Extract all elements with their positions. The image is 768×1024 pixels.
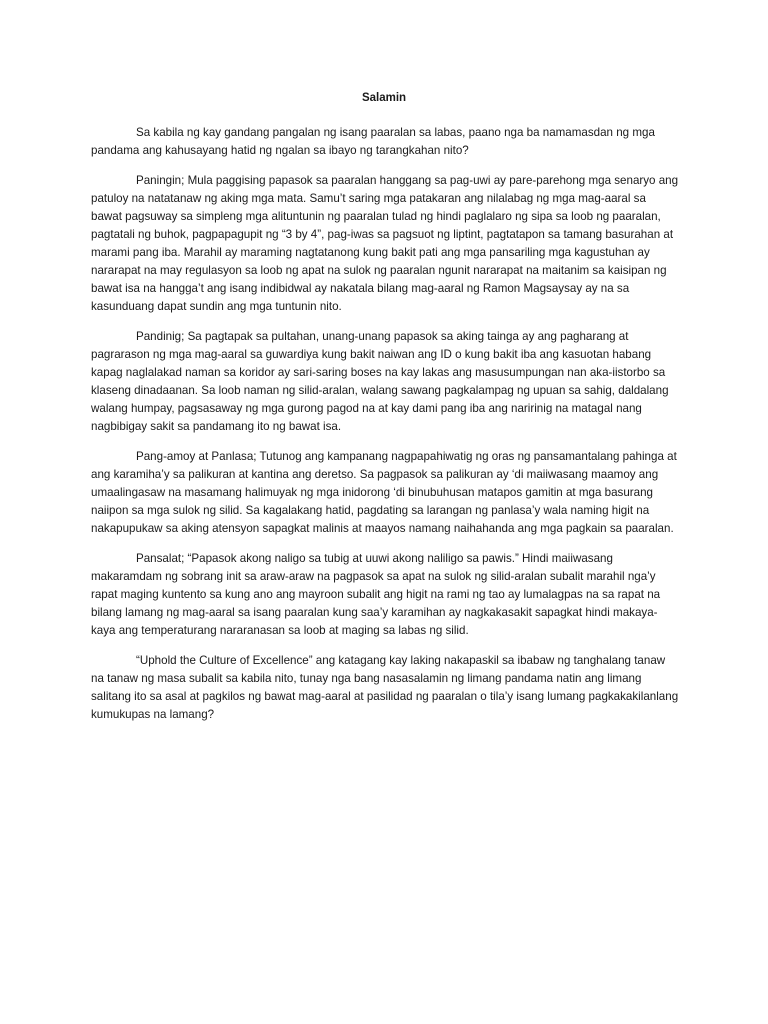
paragraph-conclusion: “Uphold the Culture of Excellence” ang katagang kay laking nakapaskil sa ibabaw ng tanghalang tanaw na tanaw ng masa subalit sa kabila nito, tunay nga bang nasasalamin ng limang pandama natin ang limang salitang ito sa asal at pagkilos ng bawat mag-aaral at pasilidad ng paaralan o tila’y isang lumang pagkakakilanlang kumukupas na lamang? xyxy=(91,654,679,721)
document-body xyxy=(91,124,679,736)
paragraph-intro: Sa kabila ng kay gandang pangalan ng isang paaralan sa labas, paano nga ba namamasdan ng mga pandama ang kahusayang hatid ng ngalan sa ibayo ng tarangkahan nito? xyxy=(91,126,655,157)
paragraph-pandinig: Pandinig; Sa pagtapak sa pultahan, unang-unang papasok sa aking tainga ay ang pagharang at pagrarason ng mga mag-aaral sa guwardiya kung bakit naiwan ang ID o kung bakit iba ang kasuotan habang kapag naglalakad naman sa koridor ay sari-saring boses na kay lakas ang masusumpungan nan aka-iistorbo sa klaseng dinadaanan. Sa loob naman ng silid-aralan, walang sawang pagkalampag ng upuan sa sahig, daldalang walang humpay, pagsasaway ng mga gurong pagod na at kay dami pang iba ang naririnig na matagal nang nagbibigay sakit sa pandamang ito ng bawat isa. xyxy=(91,330,669,433)
paragraph-pansalat: Pansalat; “Papasok akong naligo sa tubig at uuwi akong naliligo sa pawis.” Hindi maiiwasang makaramdam ng sobrang init sa araw-araw na pagpasok sa apat na sulok ng silid-aralan subalit marahil nga’y rapat maging kuntento sa kung ano ang mayroon subalit ang higit na rami ng tao ay lumalagpas na sa rapat na bilang lamang ng mag-aaral sa isang paaralan kung saa’y karamihan ay nagkakasakit sapagkat hindi makaya-kaya ang temperaturang nararanasan sa loob at maging sa labas ng silid. xyxy=(91,552,661,637)
paragraph-paningin: Paningin; Mula paggising papasok sa paaralan hanggang sa pag-uwi ay pare-parehong mga senaryo ang patuloy na natatanaw ng aking mga mata. Samu’t saring mga patakaran ang nilalabag ng mga mag-aaral sa bawat pagsuway sa simpleng mga alituntunin ng paaralan tulad ng hindi paglalaro ng sipa sa loob ng paaralan, pagtatali ng buhok, pagpapagupit ng “3 by 4”, pag-iwas sa pagsuot ng liptint, pagtatapon sa tamang basurahan at marami pang iba. Marahil ay maraming nagtatanong kung bakit pati ang mga pansariling mga kagustuhan ay nararapat na may regulasyon sa loob ng apat na sulok ng paaralan ngunit nararapat na maitanim sa kaisipan ng bawat isa na hangga’t ang isang indibidwal ay nakatala bilang mag-aaral ng Ramon Magsaysay ay na sa kasunduang dapat sundin ang mga tuntunin nito. xyxy=(91,174,679,313)
paragraph-pang-amoy-panlasa: Pang-amoy at Panlasa; Tutunog ang kampanang nagpapahiwatig ng oras ng pansamantalang pahinga at ang karamiha’y sa palikuran at kantina ang deretso. Sa pagpasok sa palikuran ay ‘di maiiwasang maamoy ang umaalingasaw na masamang halimuyak ng mga inidorong ‘di binubuhusan matapos gamitin at mga basurang naiipon sa mga sulok ng silid. Sa kagalakang hatid, pagdating sa larangan ng panlasa’y wala naming higit na nakapupukaw sa aking atensyon sapagkat malinis at maayos namang naihahanda ang mga pagkain sa paaralan. xyxy=(91,450,677,535)
document-title: Salamin xyxy=(361,92,407,104)
